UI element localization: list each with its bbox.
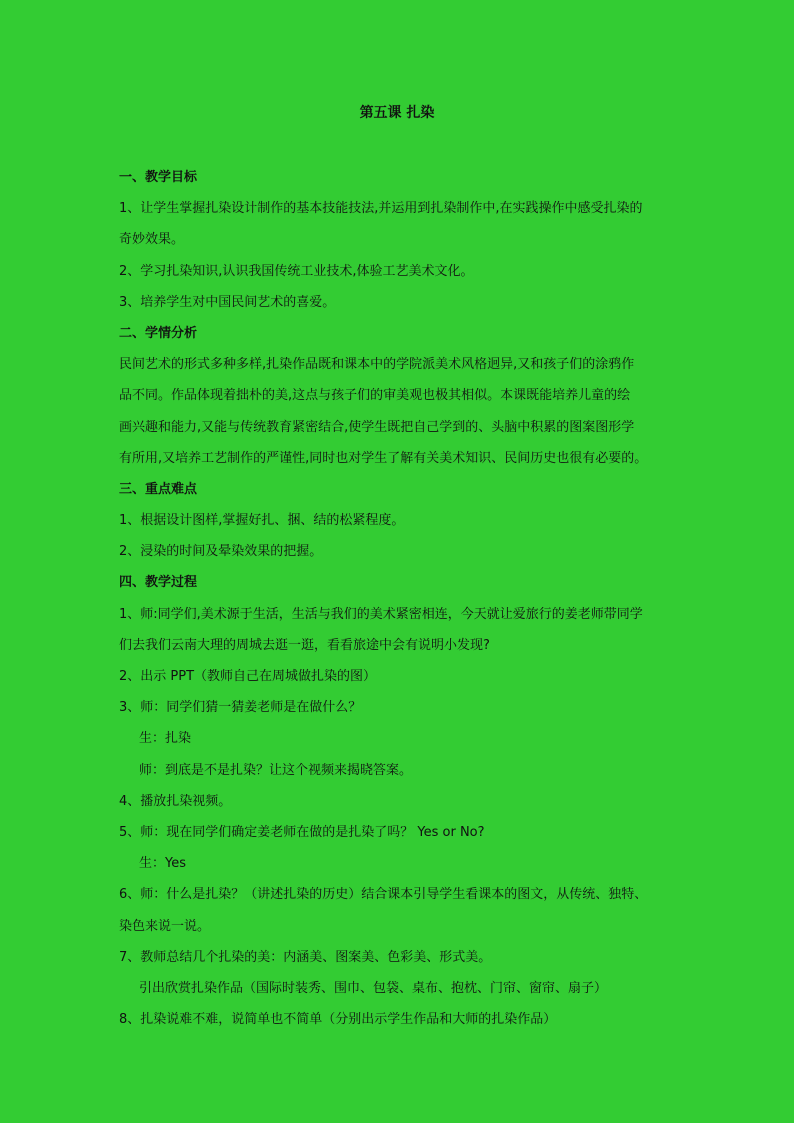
paragraph-line: 3、培养学生对中国民间艺术的喜爱。	[119, 294, 336, 310]
paragraph-line: 奇妙效果。	[119, 232, 185, 248]
paragraph-line: 3、师：同学们猜一猜姜老师是在做什么？	[119, 700, 362, 716]
paragraph-line: 生：扎染	[139, 731, 192, 747]
heading-student-analysis: 二、学情分析	[119, 325, 198, 341]
paragraph-line: 民间艺术的形式多种多样,扎染作品既和课本中的学院派美术风格迥异,又和孩子们的涂鸦作	[119, 357, 635, 373]
document-body	[119, 162, 679, 1035]
paragraph-line: 画兴趣和能力,又能与传统教育紧密结合,使学生既把自己学到的、头脑中积累的图案图形学	[119, 419, 635, 435]
paragraph-line: 2、学习扎染知识,认识我国传统工业技术,体验工艺美术文化。	[119, 263, 474, 279]
paragraph-line: 2、出示 PPT（教师自己在周城做扎染的图）	[119, 669, 377, 684]
paragraph-line: 8、扎染说难不难，说简单也不简单（分别出示学生作品和大师的扎染作品）	[119, 1012, 557, 1028]
paragraph-line: 师：到底是不是扎染？让这个视频来揭晓答案。	[139, 762, 413, 778]
paragraph-line: 4、播放扎染视频。	[119, 793, 232, 809]
paragraph-line: 6、师：什么是扎染？（讲述扎染的历史）结合课本引导学生看课本的图文，从传统、独特、	[119, 887, 648, 903]
paragraph-line: 品不同。作品体现着拙朴的美,这点与孩子们的审美观也极其相似。本课既能培养儿童的绘	[119, 388, 631, 404]
paragraph-line: 染色来说一说。	[119, 918, 211, 934]
paragraph-line: 1、根据设计图样,掌握好扎、捆、结的松紧程度。	[119, 513, 405, 529]
paragraph-line: 生：Yes	[139, 856, 186, 872]
paragraph-line: 引出欣赏扎染作品（国际时装秀、围巾、包袋、桌布、抱枕、门帘、窗帘、扇子）	[139, 980, 608, 996]
heading-key-difficulties: 三、重点难点	[119, 481, 198, 497]
paragraph-line: 们去我们云南大理的周城去逛一逛，看看旅途中会有说明小发现?	[119, 637, 490, 653]
paragraph-line: 5、师：现在同学们确定姜老师在做的是扎染了吗？ Yes or No?	[119, 824, 485, 840]
paragraph-line: 7、教师总结几个扎染的美：内涵美、图案美、色彩美、形式美。	[119, 949, 492, 965]
paragraph-line: 1、让学生掌握扎染设计制作的基本技能技法,并运用到扎染制作中,在实践操作中感受扎染的	[119, 201, 643, 217]
paragraph-line: 1、师:同学们,美术源于生活，生活与我们的美术紧密相连，今天就让爱旅行的姜老师带同学	[119, 606, 643, 622]
paragraph-line: 有所用,又培养工艺制作的严谨性,同时也对学生了解有关美术知识、民间历史也很有必要的。	[119, 450, 648, 466]
lesson-title: 第五课 扎染	[359, 105, 435, 121]
heading-teaching-goals: 一、教学目标	[119, 170, 198, 185]
paragraph-line: 2、浸染的时间及晕染效果的把握。	[119, 544, 323, 560]
heading-teaching-process: 四、教学过程	[119, 575, 198, 591]
